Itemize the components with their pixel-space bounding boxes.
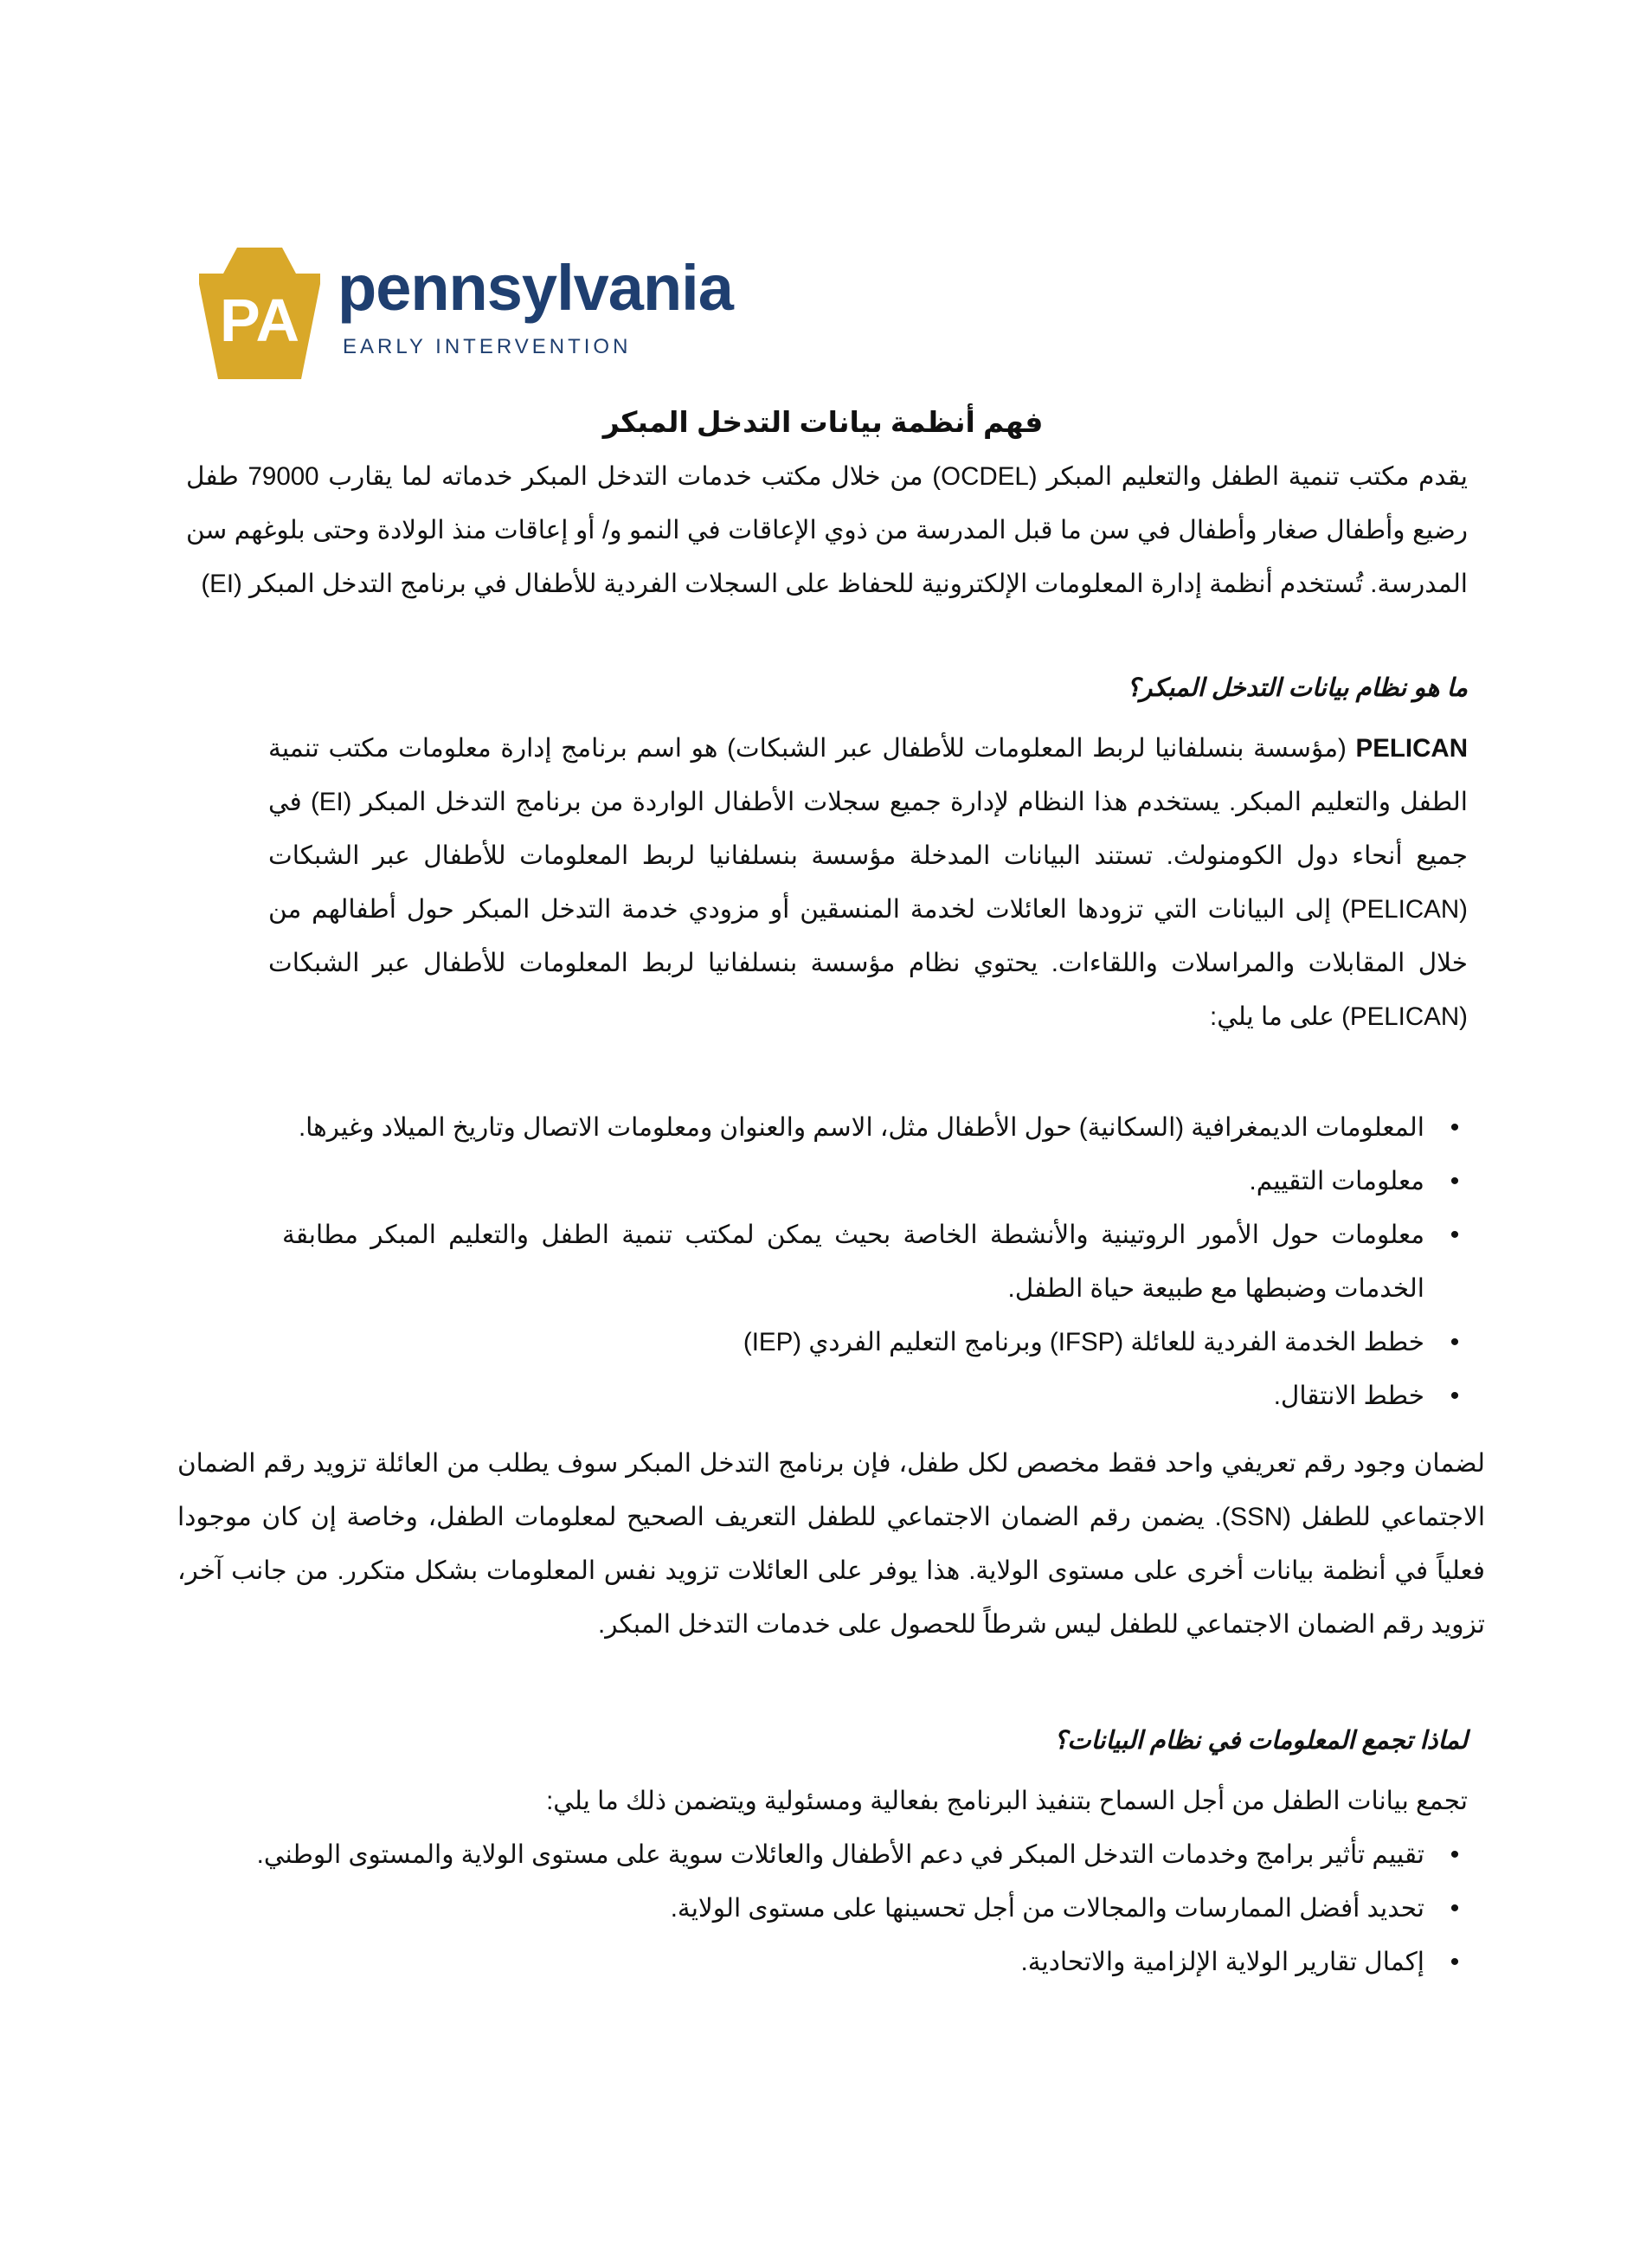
data-purpose-list	[230, 1828, 1468, 1989]
logo-name: pennsylvania	[338, 252, 733, 324]
pelican-paragraph	[268, 722, 1468, 1044]
page-title: فهم أنظمة بيانات التدخل المبكر	[602, 406, 1044, 438]
list-item: • خطط الخدمة الفردية للعائلة (IFSP) وبرنامج التعليم الفردي (IEP)	[282, 1316, 1424, 1369]
section1-heading: ما هو نظام بيانات التدخل المبكر؟	[1126, 674, 1468, 702]
list-item: • تقييم تأثير برامج وخدمات التدخل المبكر في دعم الأطفال والعائلات سوية على مستوى الولاية والمستوى الوطني.	[230, 1828, 1424, 1882]
ssn-paragraph: لضمان وجود رقم تعريفي واحد فقط مخصص لكل طفل، فإن برنامج التدخل المبكر سوف يطلب من العائلة تزويد رقم الضمان الاجتماعي للطفل (SSN). يضمن رقم الضمان الاجتماعي للطفل التعريف الصحيح لمعلومات الطفل، وخاصة إن كان موجودا فعلياً في أنظمة بيانات أخرى على مستوى الولاية. هذا يوفر على العائلات تزويد نفس المعلومات بشكل متكرر. من جانب آخر، تزويد رقم الضمان الاجتماعي للطفل ليس شرطاً للحصول على خدمات التدخل المبكر.	[177, 1449, 1486, 1639]
section2-intro: تجمع بيانات الطفل من أجل السماح بتنفيذ البرنامج بفعالية ومسئولية ويتضمن ذلك ما يلي:	[546, 1787, 1468, 1815]
pelican-term: PELICAN	[1355, 734, 1468, 763]
section2-heading: لماذا تجمع المعلومات في نظام البيانات؟	[1053, 1727, 1468, 1755]
pelican-contents-list	[282, 1101, 1468, 1423]
intro-paragraph: يقدم مكتب تنمية الطفل والتعليم المبكر (OCDEL) من خلال مكتب خدمات التدخل المبكر خدماته لما يقارب 79000 طفل رضيع وأطفال صغار وأطفال في سن ما قبل المدرسة من ذوي الإعاقات في النمو و/ أو إعاقات منذ الولادة وحتى بلوغهم سن المدرسة. تُستخدم أنظمة إدارة المعلومات الإلكترونية للحفاظ على السجلات الفردية للأطفال في برنامج التدخل المبكر (EI)	[186, 462, 1469, 598]
list-item: • خطط الانتقال.	[282, 1369, 1424, 1423]
logo-subtitle: EARLY INTERVENTION	[343, 335, 632, 358]
logo-mark-text: PA	[219, 287, 300, 354]
list-item: • معلومات التقييم.	[282, 1155, 1424, 1208]
list-item: • تحديد أفضل الممارسات والمجالات من أجل تحسينها على مستوى الولاية.	[230, 1882, 1424, 1936]
list-item: • معلومات حول الأمور الروتينية والأنشطة الخاصة بحيث يمكن لمكتب تنمية الطفل والتعليم المبكر مطابقة الخدمات وضبطها مع طبيعة حياة الطفل.	[282, 1208, 1424, 1316]
pa-early-intervention-logo	[194, 248, 733, 379]
list-item: • إكمال تقارير الولاية الإلزامية والاتحادية.	[230, 1936, 1424, 1989]
list-item: • المعلومات الديمغرافية (السكانية) حول الأطفال مثل، الاسم والعنوان ومعلومات الاتصال وتاريخ الميلاد وغيرها.	[282, 1101, 1424, 1155]
pelican-description: (مؤسسة بنسلفانيا لربط المعلومات للأطفال عبر الشبكات) هو اسم برنامج إدارة معلومات مكتب تنمية الطفل والتعليم المبكر. يستخدم هذا النظام لإدارة جميع سجلات الأطفال الواردة من برنامج التدخل المبكر (EI) في جميع أنحاء دول الكومنولث. تستند البيانات المدخلة مؤسسة بنسلفانيا لربط المعلومات للأطفال عبر الشبكات (PELICAN) إلى البيانات التي تزودها العائلات لخدمة المنسقين أو مزودي خدمة التدخل المبكر حول أطفالهم من خلال المقابلات والمراسلات واللقاءات. يحتوي نظام مؤسسة بنسلفانيا لربط المعلومات للأطفال عبر الشبكات (PELICAN) على ما يلي:	[268, 734, 1468, 1031]
keystone-logo-icon	[194, 248, 325, 379]
